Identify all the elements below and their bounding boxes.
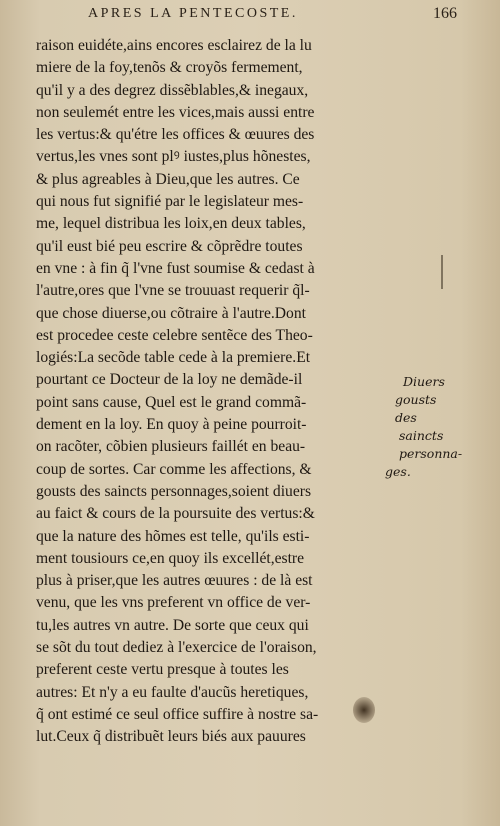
margin-note: [383, 373, 463, 481]
page-number: 166: [433, 5, 457, 22]
text-line: miere de la foy,tenõs & croyõs fermement,: [36, 59, 303, 77]
text-line: que la nature des hõmes est telle, qu'ils esti-: [36, 527, 310, 545]
text-line: pourtant ce Docteur de la loy ne demãde-il: [36, 371, 303, 389]
text-line: point sans cause, Quel est le grand commã-: [36, 393, 307, 411]
main-text-block: [36, 35, 386, 749]
margin-note-line: saincts: [399, 428, 444, 443]
text-line: logiés:La secõde table cede à la premiere.Et: [36, 349, 311, 367]
text-line: tu,les autres vn autre. De sorte que ceux qui: [36, 616, 309, 634]
text-line: au faict & cours de la poursuite des vertus:&: [36, 505, 315, 523]
text-line: en vne : à fin q̃ l'vne fust soumise & cedast à: [36, 259, 315, 277]
text-line: non seulemét entre les vices,mais aussi entre: [36, 103, 315, 121]
text-line: plus à priser,que les autres œuures : de là est: [36, 572, 313, 590]
text-line: qui nous fut signifié par le legislateur mes-: [36, 193, 304, 211]
text-line: gousts des saincts personnages,soient diuers: [36, 482, 312, 500]
binding-mark: [441, 255, 443, 289]
text-line: preferent ceste vertu presque à toutes les: [36, 661, 289, 679]
text-line: vertus,les vnes sont plꝰ iustes,plus hõnestes,: [36, 148, 311, 166]
text-line: qu'il y a des degrez dissẽblables,& inegaux,: [36, 81, 309, 99]
text-line: est procedee ceste celebre sentẽce des Theo-: [36, 326, 313, 344]
text-line: autres: Et n'y a eu faulte d'aucũs heretiques,: [36, 683, 309, 701]
text-line: venu, que les vns preferent vn office de ver-: [36, 594, 311, 612]
text-line: se sõt du tout dediez à l'exercice de l'oraison,: [36, 639, 317, 657]
text-line: l'autre,ores que l'vne se trouuast requerir q̃l-: [36, 282, 310, 300]
text-line: qu'il eust bié peu escrire & cõprẽdre toutes: [36, 237, 303, 255]
text-line: me, lequel distribua les loix,en deux tables,: [36, 215, 306, 233]
text-line: les vertus:& qu'étre les offices & œuures des: [36, 126, 315, 144]
text-line: on racõter, cõbien plusieurs faillét en beau-: [36, 438, 306, 456]
text-line: & plus agreables à Dieu,que les autres. Ce: [36, 170, 300, 188]
margin-note-line: personna-: [399, 446, 463, 461]
margin-note-line: ges.: [385, 464, 411, 479]
text-line: coup de sortes. Car comme les affections, &: [36, 460, 312, 478]
margin-note-line: gousts des: [395, 392, 437, 425]
margin-note-line: Diuers: [403, 374, 445, 389]
text-line: dement en la loy. En quoy à peine pourroit-: [36, 416, 307, 434]
text-line: que chose diuerse,ou cõtraire à l'autre.Dont: [36, 304, 306, 322]
text-line: raison euidéte,ains encores esclairez de la lu: [36, 37, 312, 54]
running-head: APRES LA PENTECOSTE.: [88, 6, 298, 21]
text-line: q̃ ont estimé ce seul office suffire à nostre sa-: [36, 705, 319, 723]
ink-stain: [353, 697, 375, 723]
text-line: lut.Ceux q̃ distribuẽt leurs biés aux pauures: [36, 728, 306, 746]
text-line: ment tousiours ce,en quoy ils excellét,estre: [36, 549, 305, 567]
